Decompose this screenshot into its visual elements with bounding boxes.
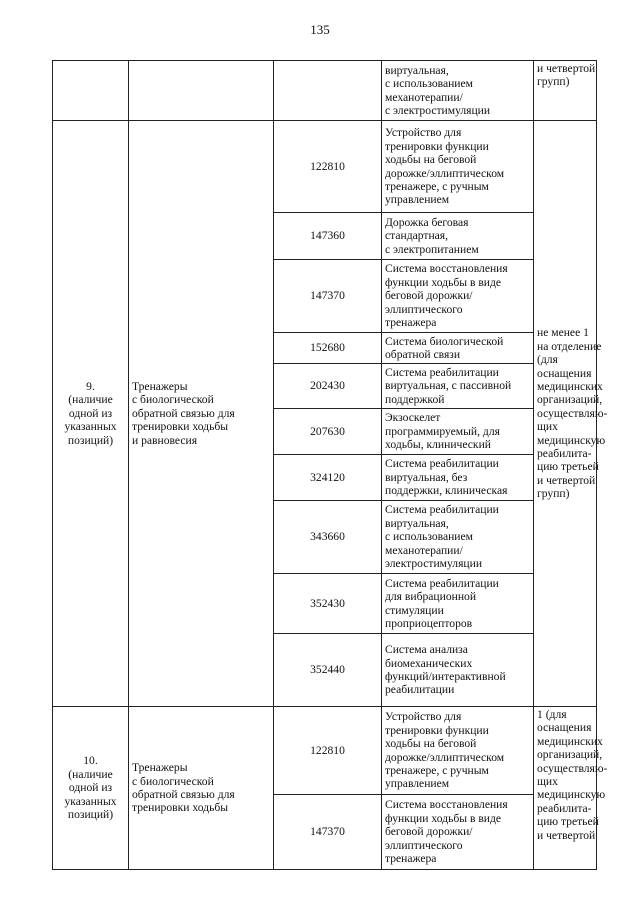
device-description [382,501,534,574]
text-line: функций/интерактивной [385,670,506,683]
text-line: тренировки ходьбы [132,801,229,815]
text-line: виртуальная, без [385,470,468,484]
text-line: Тренажеры [132,379,188,393]
text-line: Дорожка беговая [385,215,469,229]
device-description [382,707,534,795]
group-number [53,121,129,707]
text-line: обратной связью для [132,788,235,801]
page-number: 135 [310,22,330,37]
text-line: биомеханических [385,656,473,670]
text-line: дорожке/эллиптическом [385,166,505,180]
text-line: Система реабилитации [385,365,499,379]
table-row [53,121,597,213]
text-line: тренировки функции [385,139,489,153]
text-line: позиций) [67,808,114,822]
text-line: управлением [385,777,450,791]
text-line: тренировки функции [385,723,489,737]
text-line: одной из [68,406,113,420]
text-line: проприоцепторов [385,616,473,630]
text-line: обратной связью для [132,406,235,420]
cell-empty [274,61,382,121]
text-line: с использованием [385,530,473,544]
text-line: механотерапии/ [385,90,463,104]
text-line: одной из [68,781,113,795]
text-line: ходьбы на беговой [385,153,477,167]
device-code: 152680 [274,333,382,364]
text-line: поддержки, клиническая [385,484,508,498]
device-code: 207630 [274,409,382,455]
text-line: обратной связи [385,348,461,361]
text-line: на отделение [537,339,602,353]
text-line: указанных [64,420,117,434]
text-line: Система анализа [385,643,468,657]
text-line: тренировки ходьбы [132,420,229,434]
device-description [382,260,534,333]
device-code: 147370 [274,795,382,870]
text-line: организаций, [537,393,603,407]
text-line: реабилитации [385,683,455,697]
text-line: Система восстановления [385,262,508,276]
text-line: позиций) [67,433,114,447]
device-description [382,213,534,260]
text-line: электростимуляции [385,557,483,571]
text-line: (для [537,353,558,367]
text-line: осуществляю- [537,406,608,420]
text-line: групп) [537,487,570,501]
text-line: с биологической [132,774,214,788]
text-line: программируемый, для [385,424,500,438]
text-line: ходьбы на беговой [385,737,477,751]
device-code: 147360 [274,213,382,260]
cell-empty [53,61,129,121]
text-line: функции ходьбы в виде [385,275,502,289]
text-line: организаций, [537,748,603,762]
text-line: (наличие [68,393,113,407]
text-line: групп) [537,75,570,89]
text-line: тренажера [385,852,437,866]
text-line: реабилита- [537,447,592,461]
text-line: функции ходьбы в виде [385,811,502,825]
quantity-note [534,707,608,870]
text-line: тренажере, с ручным [385,763,489,777]
text-line: оснащения [537,366,592,380]
text-line: с электропитанием [385,242,479,256]
text-line: медицинскую [537,433,606,447]
device-code: 122810 [274,707,382,795]
text-line: для вибрационной [385,590,477,604]
device-description [382,409,534,455]
text-line: (наличие [68,767,113,781]
device-description [382,364,534,409]
quantity-note [534,121,608,707]
text-line: с электростимуляции [385,103,491,117]
text-line: Экзоскелет [385,411,441,425]
text-line: виртуальная, с пассивной [385,379,512,393]
text-line: Система реабилитации [385,457,499,471]
text-line: Устройство для [385,126,462,140]
text-line: с использованием [385,77,473,91]
text-line: стимуляции [385,603,444,617]
device-code: 343660 [274,501,382,574]
device-code: 324120 [274,455,382,501]
cell-empty [129,61,274,121]
text-line: и четвертой [537,828,596,842]
text-line: беговой дорожки/ [385,825,473,839]
text-line: тренажера [385,316,437,330]
device-code: 122810 [274,121,382,213]
device-code: 147370 [274,260,382,333]
text-line: 9. [86,379,95,393]
text-line: медицинскую [537,788,606,802]
text-line: цию третьей [537,815,599,829]
device-code: 352440 [274,634,382,707]
text-line: беговой дорожки/ [385,289,473,303]
text-line: осуществляю- [537,761,608,775]
text-line: 10. [83,754,98,768]
text-line: Система восстановления [385,798,508,812]
device-code: 202430 [274,364,382,409]
text-line: реабилита- [537,801,592,815]
text-line: и равновесия [132,433,198,447]
text-line: медицинских [537,379,603,393]
text-line: виртуальная, [385,63,449,77]
text-line: механотерапии/ [385,543,463,557]
text-line: дорожке/эллиптическом [385,750,505,764]
text-line: Система реабилитации [385,503,499,517]
text-line: Система реабилитации [385,576,499,590]
text-line: виртуальная, [385,516,449,530]
text-line: ходьбы, клинический [385,438,491,452]
text-line: Устройство для [385,710,462,724]
text-line: и четвертой [537,473,596,487]
device-description [382,61,534,121]
device-description [382,333,534,364]
device-description [382,634,534,707]
text-line: цию третьей [537,460,599,474]
text-line: эллиптического [385,302,463,316]
text-line: указанных [64,794,117,808]
text-line: 1 (для [537,708,567,721]
quantity-note [534,61,597,121]
text-line: медицинских [537,734,603,748]
text-line: и четвертой [537,62,596,75]
table-row-continuation [53,61,597,121]
text-line: Система биологической [385,334,504,348]
text-line: не менее 1 [537,326,589,340]
text-line: управлением [385,193,450,207]
text-line: поддержкой [385,392,445,406]
text-line: эллиптического [385,838,463,852]
device-code: 352430 [274,574,382,634]
device-description [382,455,534,501]
text-line: с биологической [132,393,214,407]
device-description [382,795,534,870]
device-description [382,574,534,634]
text-line: щих [537,420,558,434]
text-line: оснащения [537,721,592,735]
text-line: стандартная, [385,229,449,243]
group-number [53,707,129,870]
text-line: тренажере, с ручным [385,179,489,193]
text-line: щих [537,775,558,789]
group-name [129,707,274,870]
table-row [53,707,597,795]
group-name [129,121,274,707]
text-line: Тренажеры [132,761,188,775]
device-description [382,121,534,213]
equipment-table [52,60,608,870]
